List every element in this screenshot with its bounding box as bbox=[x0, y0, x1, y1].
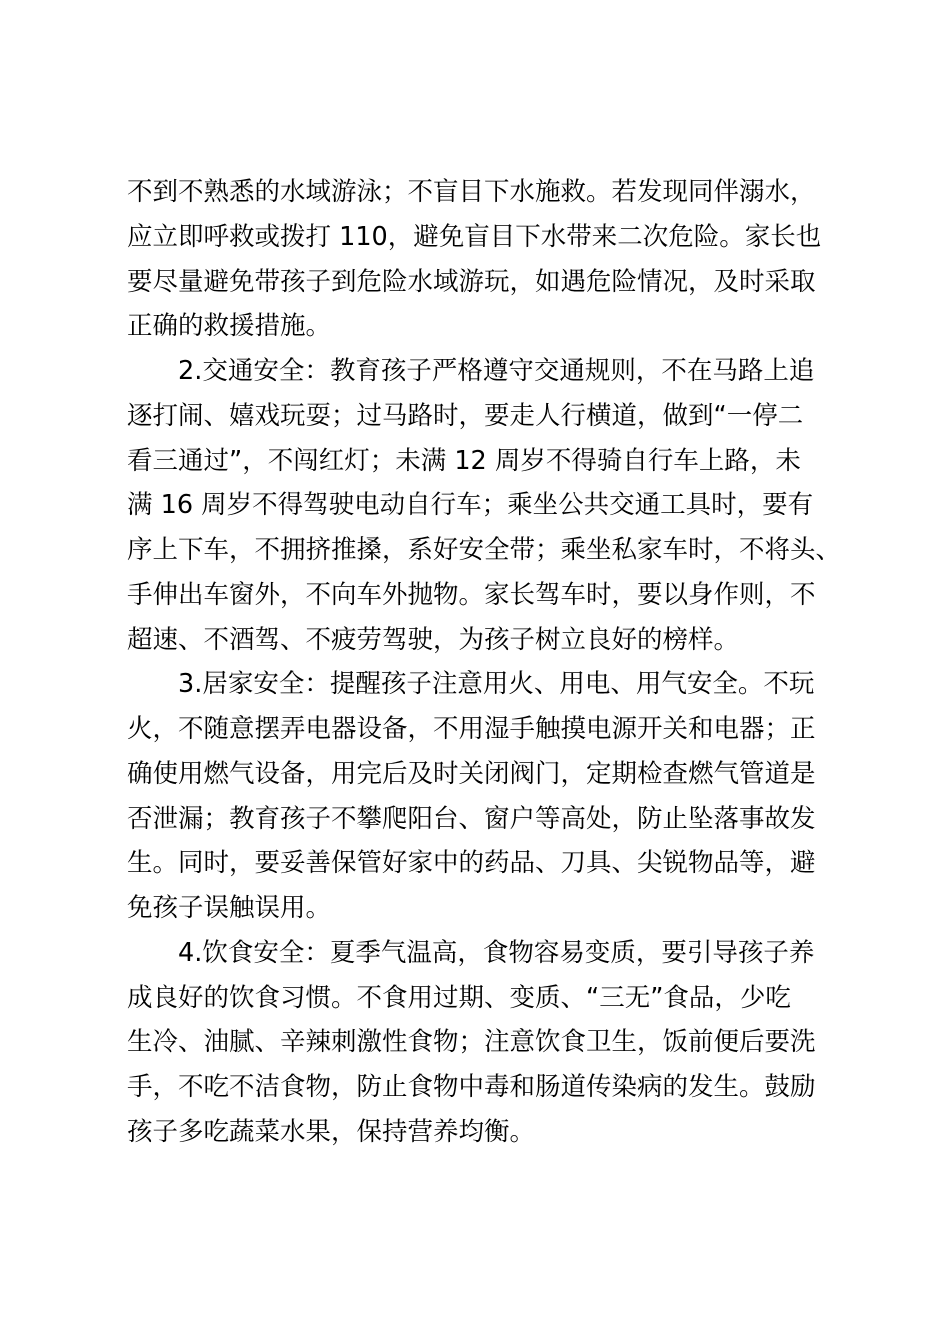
text-line: 确使用燃气设备，用完后及时关闭阀门，定期检查燃气管道是 bbox=[127, 759, 816, 789]
text-line: 超速、不酒驾、不疲劳驾驶，为孩子树立良好的榜样。 bbox=[127, 625, 740, 655]
text-line: 序上下车，不拥挤推搡，系好安全带；乘坐私家车时，不将头、 bbox=[127, 535, 842, 565]
text-line: 手，不吃不洁食物，防止食物中毒和肠道传染病的发生。鼓励 bbox=[127, 1072, 816, 1102]
text-line: 不到不熟悉的水域游泳；不盲目下水施救。若发现同伴溺水， bbox=[127, 177, 816, 207]
text-line: 孩子多吃蔬菜水果，保持营养均衡。 bbox=[127, 1117, 536, 1147]
text-line: 满 16 周岁不得驾驶电动自行车；乘坐公共交通工具时，要有 bbox=[127, 490, 814, 520]
text-line: 生冷、油腻、辛辣刺激性食物；注意饮食卫生，饭前便后要洗 bbox=[127, 1027, 816, 1057]
text-line: 逐打闹、嬉戏玩耍；过马路时，要走人行横道，做到“一停二 bbox=[127, 401, 804, 431]
text-line: 生。同时，要妥善保管好家中的药品、刀具、尖锐物品等，避 bbox=[127, 848, 816, 878]
text-line: 手伸出车窗外，不向车外抛物。家长驾车时，要以身作则，不 bbox=[127, 580, 816, 610]
text-line: 免孩子误触误用。 bbox=[127, 893, 332, 923]
text-line: 看三通过”，不闯红灯；未满 12 周岁不得骑自行车上路，未 bbox=[127, 446, 801, 476]
text-line: 要尽量避免带孩子到危险水域游玩，如遇危险情况，及时采取 bbox=[127, 267, 816, 297]
text-line: 3.居家安全：提醒孩子注意用火、用电、用气安全。不玩 bbox=[178, 669, 815, 699]
text-line: 正确的救援措施。 bbox=[127, 311, 332, 341]
text-line: 应立即呼救或拨打 110，避免盲目下水带来二次危险。家长也 bbox=[127, 222, 822, 252]
text-line: 4.饮食安全：夏季气温高，食物容易变质，要引导孩子养 bbox=[178, 938, 815, 968]
text-line: 成良好的饮食习惯。不食用过期、变质、“三无”食品，少吃 bbox=[127, 983, 791, 1013]
text-line: 否泄漏；教育孩子不攀爬阳台、窗户等高处，防止坠落事故发 bbox=[127, 804, 816, 834]
text-line: 2.交通安全：教育孩子严格遵守交通规则，不在马路上追 bbox=[178, 356, 815, 386]
text-line: 火，不随意摆弄电器设备，不用湿手触摸电源开关和电器；正 bbox=[127, 714, 816, 744]
